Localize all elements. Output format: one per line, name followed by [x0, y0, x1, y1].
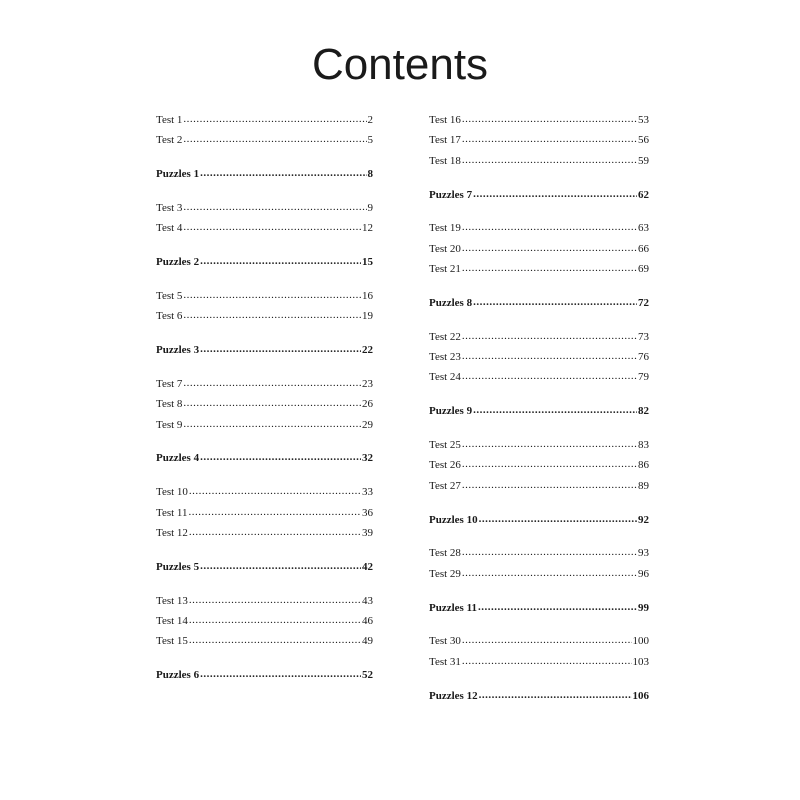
toc-entry-test [429, 564, 649, 584]
dot-leader [462, 366, 637, 386]
toc-entry-page-number: 62 [638, 188, 649, 201]
toc-entry-test [429, 435, 649, 455]
toc-entry-page-number: 52 [362, 669, 373, 682]
toc-entry-page-number: 99 [638, 601, 649, 614]
dot-leader [200, 163, 366, 183]
toc-entry-puzzles [156, 252, 373, 272]
toc-entry-puzzles [429, 686, 649, 706]
toc-entry-label: Test 18 [429, 154, 461, 167]
toc-entry-label: Test 12 [156, 526, 188, 539]
toc-entry-page-number: 29 [362, 418, 373, 431]
toc-entry-label: Test 10 [156, 486, 188, 499]
dot-leader [462, 346, 637, 366]
toc-entry-page-number: 69 [638, 263, 649, 276]
toc-entry-page-number: 8 [367, 168, 373, 181]
toc-entry-page-number: 83 [638, 439, 649, 452]
toc-entry-page-number: 16 [362, 289, 373, 302]
dot-leader [462, 217, 637, 237]
toc-entry-label: Test 17 [429, 134, 461, 147]
toc-entry-test [429, 259, 649, 279]
toc-entry-test [429, 347, 649, 367]
section-spacer [156, 652, 373, 665]
toc-entry-test [156, 503, 373, 523]
toc-entry-page-number: 12 [362, 222, 373, 235]
toc-entry-label: Test 9 [156, 418, 183, 431]
toc-entry-puzzles [429, 510, 649, 530]
section-spacer [429, 280, 649, 293]
toc-entry-page-number: 19 [362, 310, 373, 323]
toc-entry-label: Test 3 [156, 201, 183, 214]
toc-entry-test [156, 523, 373, 543]
toc-entry-puzzles [429, 401, 649, 421]
toc-entry-page-number: 49 [362, 635, 373, 648]
dot-leader [183, 414, 361, 434]
toc-entry-label: Puzzles 10 [429, 513, 478, 526]
dot-leader [183, 217, 361, 237]
toc-entry-page-number: 82 [638, 405, 649, 418]
toc-entry-page-number: 79 [638, 371, 649, 384]
toc-entry-label: Puzzles 12 [429, 689, 478, 702]
toc-entry-page-number: 26 [362, 398, 373, 411]
toc-entry-test [156, 286, 373, 306]
toc-entry-test [429, 652, 649, 672]
toc-entry-label: Test 22 [429, 330, 461, 343]
toc-entry-test [429, 367, 649, 387]
toc-entry-label: Test 19 [429, 222, 461, 235]
toc-entry-puzzles [156, 164, 373, 184]
toc-entry-label: Test 20 [429, 242, 461, 255]
toc-entry-page-number: 73 [638, 330, 649, 343]
dot-leader [183, 305, 361, 325]
toc-entry-label: Test 24 [429, 371, 461, 384]
dot-leader [462, 542, 637, 562]
dot-leader [473, 400, 637, 420]
toc-entry-page-number: 106 [632, 689, 649, 702]
section-spacer [429, 422, 649, 435]
toc-entry-label: Test 29 [429, 567, 461, 580]
toc-entry-label: Puzzles 4 [156, 452, 200, 465]
dot-leader [473, 184, 637, 204]
dot-leader [189, 522, 361, 542]
toc-entry-page-number: 53 [638, 114, 649, 126]
toc-entry-page-number: 42 [362, 560, 373, 573]
toc-entry-label: Puzzles 1 [156, 168, 200, 181]
toc-entry-test [156, 130, 373, 150]
toc-entry-page-number: 76 [638, 351, 649, 364]
toc-entry-test [429, 110, 649, 130]
toc-entry-label: Puzzles 6 [156, 669, 200, 682]
toc-entry-test [429, 543, 649, 563]
dot-leader [183, 109, 366, 129]
toc-entry-label: Test 25 [429, 439, 461, 452]
toc-entry-page-number: 39 [362, 526, 373, 539]
section-spacer [429, 388, 649, 401]
toc-entry-label: Test 11 [156, 506, 188, 519]
section-spacer [429, 171, 649, 184]
dot-leader [462, 109, 637, 129]
dot-leader [200, 251, 361, 271]
toc-entry-label: Puzzles 2 [156, 256, 200, 269]
toc-entry-page-number: 36 [362, 506, 373, 519]
toc-entry-test [156, 306, 373, 326]
dot-leader [462, 475, 637, 495]
toc-entry-label: Test 6 [156, 310, 183, 323]
toc-entry-page-number: 63 [638, 222, 649, 235]
section-spacer [429, 584, 649, 597]
toc-entry-test [429, 631, 649, 651]
toc-entry-test [429, 151, 649, 171]
section-spacer [156, 151, 373, 164]
toc-entry-page-number: 43 [362, 594, 373, 607]
toc-entry-page-number: 2 [367, 114, 373, 126]
dot-leader [183, 129, 366, 149]
toc-entry-label: Puzzles 3 [156, 344, 200, 357]
toc-column-right [429, 110, 649, 706]
toc-entry-label: Puzzles 5 [156, 560, 200, 573]
dot-leader [462, 630, 632, 650]
toc-entry-puzzles [429, 598, 649, 618]
toc-entry-test [429, 455, 649, 475]
toc-entry-test [156, 631, 373, 651]
section-spacer [156, 360, 373, 373]
section-spacer [156, 435, 373, 448]
toc-entry-label: Test 8 [156, 398, 183, 411]
toc-entry-puzzles [429, 293, 649, 313]
toc-entry-label: Test 14 [156, 614, 188, 627]
toc-entry-page-number: 86 [638, 459, 649, 472]
dot-leader [189, 481, 361, 501]
toc-entry-test [156, 110, 373, 130]
toc-entry-page-number: 15 [362, 256, 373, 269]
toc-entry-test [156, 482, 373, 502]
dot-leader [462, 129, 637, 149]
toc-entry-test [156, 218, 373, 238]
section-spacer [156, 273, 373, 286]
dot-leader [183, 285, 361, 305]
toc-entry-test [429, 239, 649, 259]
dot-leader [462, 326, 637, 346]
toc-entry-page-number: 66 [638, 242, 649, 255]
dot-leader [183, 197, 366, 217]
dot-leader [478, 597, 637, 617]
toc-entry-page-number: 56 [638, 134, 649, 147]
toc-entry-label: Test 15 [156, 635, 188, 648]
toc-entry-page-number: 22 [362, 344, 373, 357]
toc-entry-puzzles [156, 665, 373, 685]
toc-entry-page-number: 93 [638, 547, 649, 560]
toc-entry-label: Test 27 [429, 479, 461, 492]
toc-entry-test [429, 218, 649, 238]
dot-leader [200, 556, 361, 576]
toc-entry-test [429, 327, 649, 347]
toc-entry-label: Test 2 [156, 134, 183, 147]
dot-leader [189, 610, 361, 630]
toc-column-left [156, 110, 373, 686]
dot-leader [183, 373, 361, 393]
toc-entry-label: Test 26 [429, 459, 461, 472]
section-spacer [156, 543, 373, 556]
toc-entry-label: Test 5 [156, 289, 183, 302]
dot-leader [200, 339, 361, 359]
toc-entry-label: Puzzles 7 [429, 188, 473, 201]
dot-leader [462, 238, 637, 258]
toc-entry-page-number: 103 [632, 655, 649, 668]
toc-entry-test [156, 611, 373, 631]
toc-entry-page-number: 89 [638, 479, 649, 492]
toc-entry-label: Test 16 [429, 114, 461, 126]
section-spacer [429, 313, 649, 326]
section-spacer [156, 185, 373, 198]
toc-entry-page-number: 23 [362, 377, 373, 390]
toc-entry-puzzles [156, 557, 373, 577]
toc-entry-label: Test 4 [156, 222, 183, 235]
toc-entry-label: Test 31 [429, 655, 461, 668]
dot-leader [200, 447, 361, 467]
toc-entry-page-number: 100 [632, 635, 649, 648]
page-title: Contents [311, 40, 489, 89]
toc-entry-page-number: 72 [638, 296, 649, 309]
toc-entry-page-number: 59 [638, 154, 649, 167]
dot-leader [473, 292, 637, 312]
section-spacer [156, 469, 373, 482]
toc-entry-label: Puzzles 9 [429, 405, 473, 418]
section-spacer [156, 577, 373, 590]
dot-leader [189, 590, 361, 610]
toc-entry-puzzles [156, 448, 373, 468]
section-spacer [156, 239, 373, 252]
dot-leader [462, 258, 637, 278]
dot-leader [183, 393, 361, 413]
toc-entry-page-number: 9 [367, 201, 373, 214]
dot-leader [189, 502, 361, 522]
dot-leader [462, 563, 637, 583]
toc-entry-label: Puzzles 8 [429, 296, 473, 309]
toc-entry-test [156, 591, 373, 611]
toc-entry-page-number: 5 [367, 134, 373, 147]
toc-entry-test [156, 374, 373, 394]
toc-entry-puzzles [429, 185, 649, 205]
dot-leader [462, 434, 637, 454]
toc-entry-page-number: 46 [362, 614, 373, 627]
toc-entry-page-number: 96 [638, 567, 649, 580]
toc-entry-test [156, 394, 373, 414]
toc-entry-label: Test 1 [156, 114, 183, 126]
dot-leader [479, 509, 637, 529]
section-spacer [429, 672, 649, 685]
section-spacer [429, 496, 649, 509]
dot-leader [462, 651, 632, 671]
toc-entry-label: Test 28 [429, 547, 461, 560]
dot-leader [479, 685, 632, 705]
toc-entry-puzzles [156, 340, 373, 360]
dot-leader [200, 664, 361, 684]
dot-leader [189, 630, 361, 650]
toc-entry-label: Puzzles 11 [429, 601, 477, 614]
toc-entry-test [429, 130, 649, 150]
toc-entry-label: Test 21 [429, 263, 461, 276]
toc-entry-test [429, 476, 649, 496]
section-spacer [429, 205, 649, 218]
section-spacer [429, 530, 649, 543]
toc-entry-label: Test 7 [156, 377, 183, 390]
dot-leader [462, 454, 637, 474]
toc-entry-test [156, 415, 373, 435]
toc-entry-page-number: 32 [362, 452, 373, 465]
toc-entry-page-number: 33 [362, 486, 373, 499]
section-spacer [429, 618, 649, 631]
toc-entry-label: Test 23 [429, 351, 461, 364]
toc-entry-label: Test 13 [156, 594, 188, 607]
toc-entry-label: Test 30 [429, 635, 461, 648]
section-spacer [156, 327, 373, 340]
toc-entry-page-number: 92 [638, 513, 649, 526]
dot-leader [462, 150, 637, 170]
toc-entry-test [156, 198, 373, 218]
